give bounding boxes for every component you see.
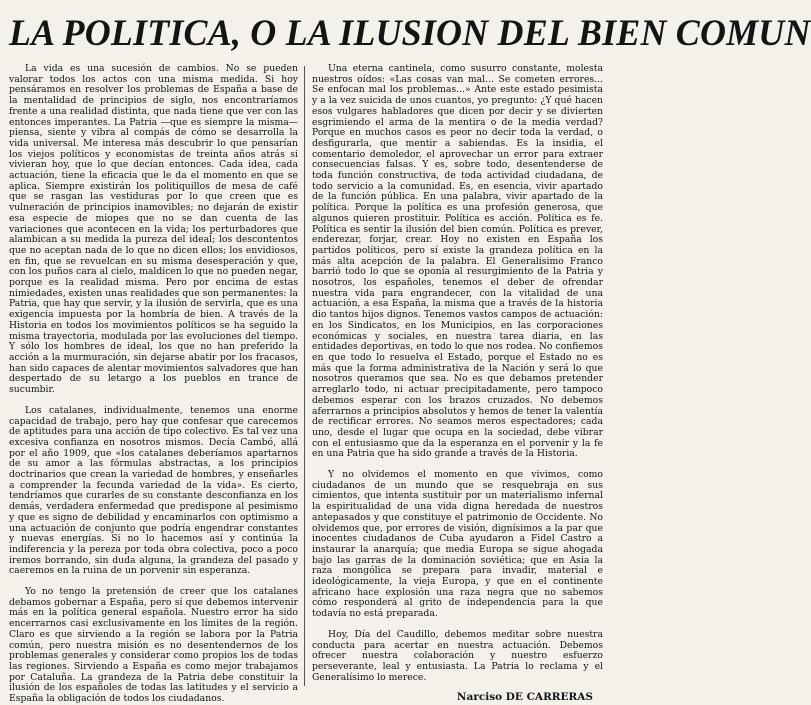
paragraph: Una eterna cantinela, como susurro constante, molesta nuestros oídos: «Las cosas van mal... Se cometen errores... Se enfocan mal los problemas...» Ante este estado pesimista y a la vez suicida de unos cuantos, yo pregunto: ¿Y qué hacen esos vulgares habladores que dicen por decir y se divierten esgrimiendo el arma de la mentira o de la media verdad? Porque en muchos casos es peor no decir toda la verdad, o desfigurarla, que mentir a sabiendas. Es la insidia, el comentario demoledor, el aprovechar un error para extraer consecuencias falsas. Y es, sobre todo, desentenderse de toda función constructiva, de toda actividad ciudadana, de todo servicio a la comunidad. Es, en esencia, vivir apartado de la función pública. En una palabra, vivir apartado de la política. Porque la política es una profesión generosa, que algunos quieren prostituir. Política es acción. Política es fe. Política es sentir la ilusión del bien común. Política es prever, enderezar, forjar, crear. Hoy no existen en España los partidos políticos, pero sí existe la grandeza política en la más alta acepción de la palabra. El Generalísimo Franco barrió todo lo que se oponía al resurgimiento de la Patria y nosotros, los españoles, tenemos el deber de ofrendar nuestra vida para engrandecer, con la vitalidad de una actuación, a esa España, la misma que a través de la historia dio tantos hijos dignos. Tenemos vastos campos de actuación: en los Sindicatos, en los Municipios, en las corporaciones económicas y sociales, en nuestra tarea diaria, en las entidades deportivas, en todo lo que nos rodea. No confiemos en que todo lo resuelva el Estado, porque el Estado no es más que la forma administrativa de la Nación y será lo que nosotros queramos que sea. No es que debamos pretender arreglarlo todo, ni actuar precipitadamente, pero tampoco debemos esperar con los brazos cruzados. No debemos aferrarnos a principios absolutos y hemos de tener la valentía de rectificar errores. No seamos meros espectadores; cada uno, desde el lugar que ocupa en la sociedad, debe vibrar con el entusiasmo que da la esperanza en el porvenir y la fe en una Patria que ha sido grande a través de la Historia.	[312, 63, 603, 460]
article-headline: LA POLITICA, O LA ILUSION DEL BIEN COMUN	[9, 12, 811, 53]
article-body	[9, 63, 605, 705]
author-signature: Narciso DE CARRERAS	[456, 691, 593, 704]
left-column	[9, 63, 298, 705]
paragraph: Los catalanes, individualmente, tenemos una enorme capacidad de trabajo, pero hay que confesar que carecemos de aptitudes para una acción de tipo colectivo. Es tal vez una excesiva confianza en nosotros mismos. Decía Cambó, allá por el año 1909, que «los catalanes deberíamos apartarnos de su amor a las fórmulas abstractas, a los principios doctrinarios que crean la variedad de hombres, y enseñarles a comprender la fecunda variedad de la vida». Es cierto, tendríamos que curarles de su constante desconfianza en los demás, verdadera enfermedad que predispone al pesimismo y que es signo de debilidad y encaminarlos con optimismo a una actuación de conjunto que podría engendrar constantes y nuevas energías. Si no lo hacemos así y continúa la indiferencia y la pereza por toda obra colectiva, poco a poco iremos borrando, sin duda alguna, la grandeza del pasado y caeremos en la ruina de un porvenir sin esperanza.	[9, 404, 298, 577]
paragraph: La vida es una sucesión de cambios. No se pueden valorar todos los actos con una misma medida. Si hoy pensáramos en resolver los problemas de España a base de la mentalidad de principios de siglo, nos encontraríamos frente a una realidad distinta, que nada tiene que ver con las entonces imperantes. La Patria —que es siempre la misma— piensa, siente y vibra al compás de cómo se desarrolla la vida universal. Me interesa más descubrir lo que pensarían los viejos políticos y economistas de treinta años atrás si vivieran hoy, que lo que decían entonces. Cada idea, cada actuación, tiene la eficacia que le da el momento en que se aplica. Siempre existirán los politiquillos de mesa de café que se rasgan las vestiduras por lo que creen que es vulneración de principios inamovibles; no dejarán de existir esa especie de miopes que no se dan cuenta de las variaciones que acontecen en la vida; los perturbadores que alambican a su medida la pureza del ideal; los descontentos que no aceptan nada de lo que no dicen ellos; los envidiosos, en fin, que se revuelcan en su misma desesperación y que, con los puños cara al cielo, maldicen lo que no pueden negar, porque es la realidad misma. Pero por encima de estas nimiedades, existen unas realidades que son permanentes: la Patria, que hay que servir, y la ilusión de servirla, que es una exigencia impuesta por la hombría de bien. A través de la Historia en todos los movimientos políticos se ha seguido la misma trayectoria, modulada por las evoluciones del tiempo. Y sólo los hombres de ideal, los que no han preferido la acción a la murmuración, sin dejarse abatir por los fracasos, han sido capaces de alentar movimientos salvadores que han despertado de su letargo a los pueblos en trance de sucumbir.	[9, 63, 298, 396]
paragraph: Hoy, Día del Caudillo, debemos meditar sobre nuestra conducta para acertar en nuestra actuación. Debemos ofrecer nuestra colaboración y nuestro esfuerzo perseverante, leal y entusiasta. La Patria lo reclama y el Generalísimo lo merece.	[312, 628, 603, 683]
paragraph: Yo no tengo la pretensión de creer que los catalanes debamos gobernar a España, pero sí que debemos intervenir más en la política general española. Nuestro error ha sido encerrarnos casi exclusivamente en los límites de la región. Claro es que sirviendo a la región se labora por la Patria común, pero nuestra misión es no desentendernos de los problemas generales y considerar como propios los de todas las regiones. Sirviendo a España es como mejor trabajamos por Cataluña. La grandeza de la Patria debe constituir la ilusión de los españoles de todas las latitudes y el servicio a España la obligación de todos los ciudadanos.	[9, 586, 298, 705]
paragraph: Y no olvidemos el momento en que vivimos, como ciudadanos de un mundo que se resquebraja en sus cimientos, que intenta sustituir por un materialismo infernal la espiritualidad de una vida digna heredada de nuestros antepasados y que constituye el patrimonio de Occidente. No olvidemos que, por errores de visión, dignísimos a la par que inocentes ciudadanos de Cuba ayudaron a Fidel Castro a instaurar la anarquía; que media Europa se sigue ahogada bajo las garras de la dominación soviética; que en Asia la raza mongólica se prepara para invadir, material e ideológicamente, la vieja Europa, y que en el continente africano hace explosión una raza negra que no sabemos cómo responderá al grito de independencia para la que todavía no está preparada.	[312, 469, 603, 620]
column-divider	[304, 66, 305, 686]
right-column	[312, 63, 603, 704]
